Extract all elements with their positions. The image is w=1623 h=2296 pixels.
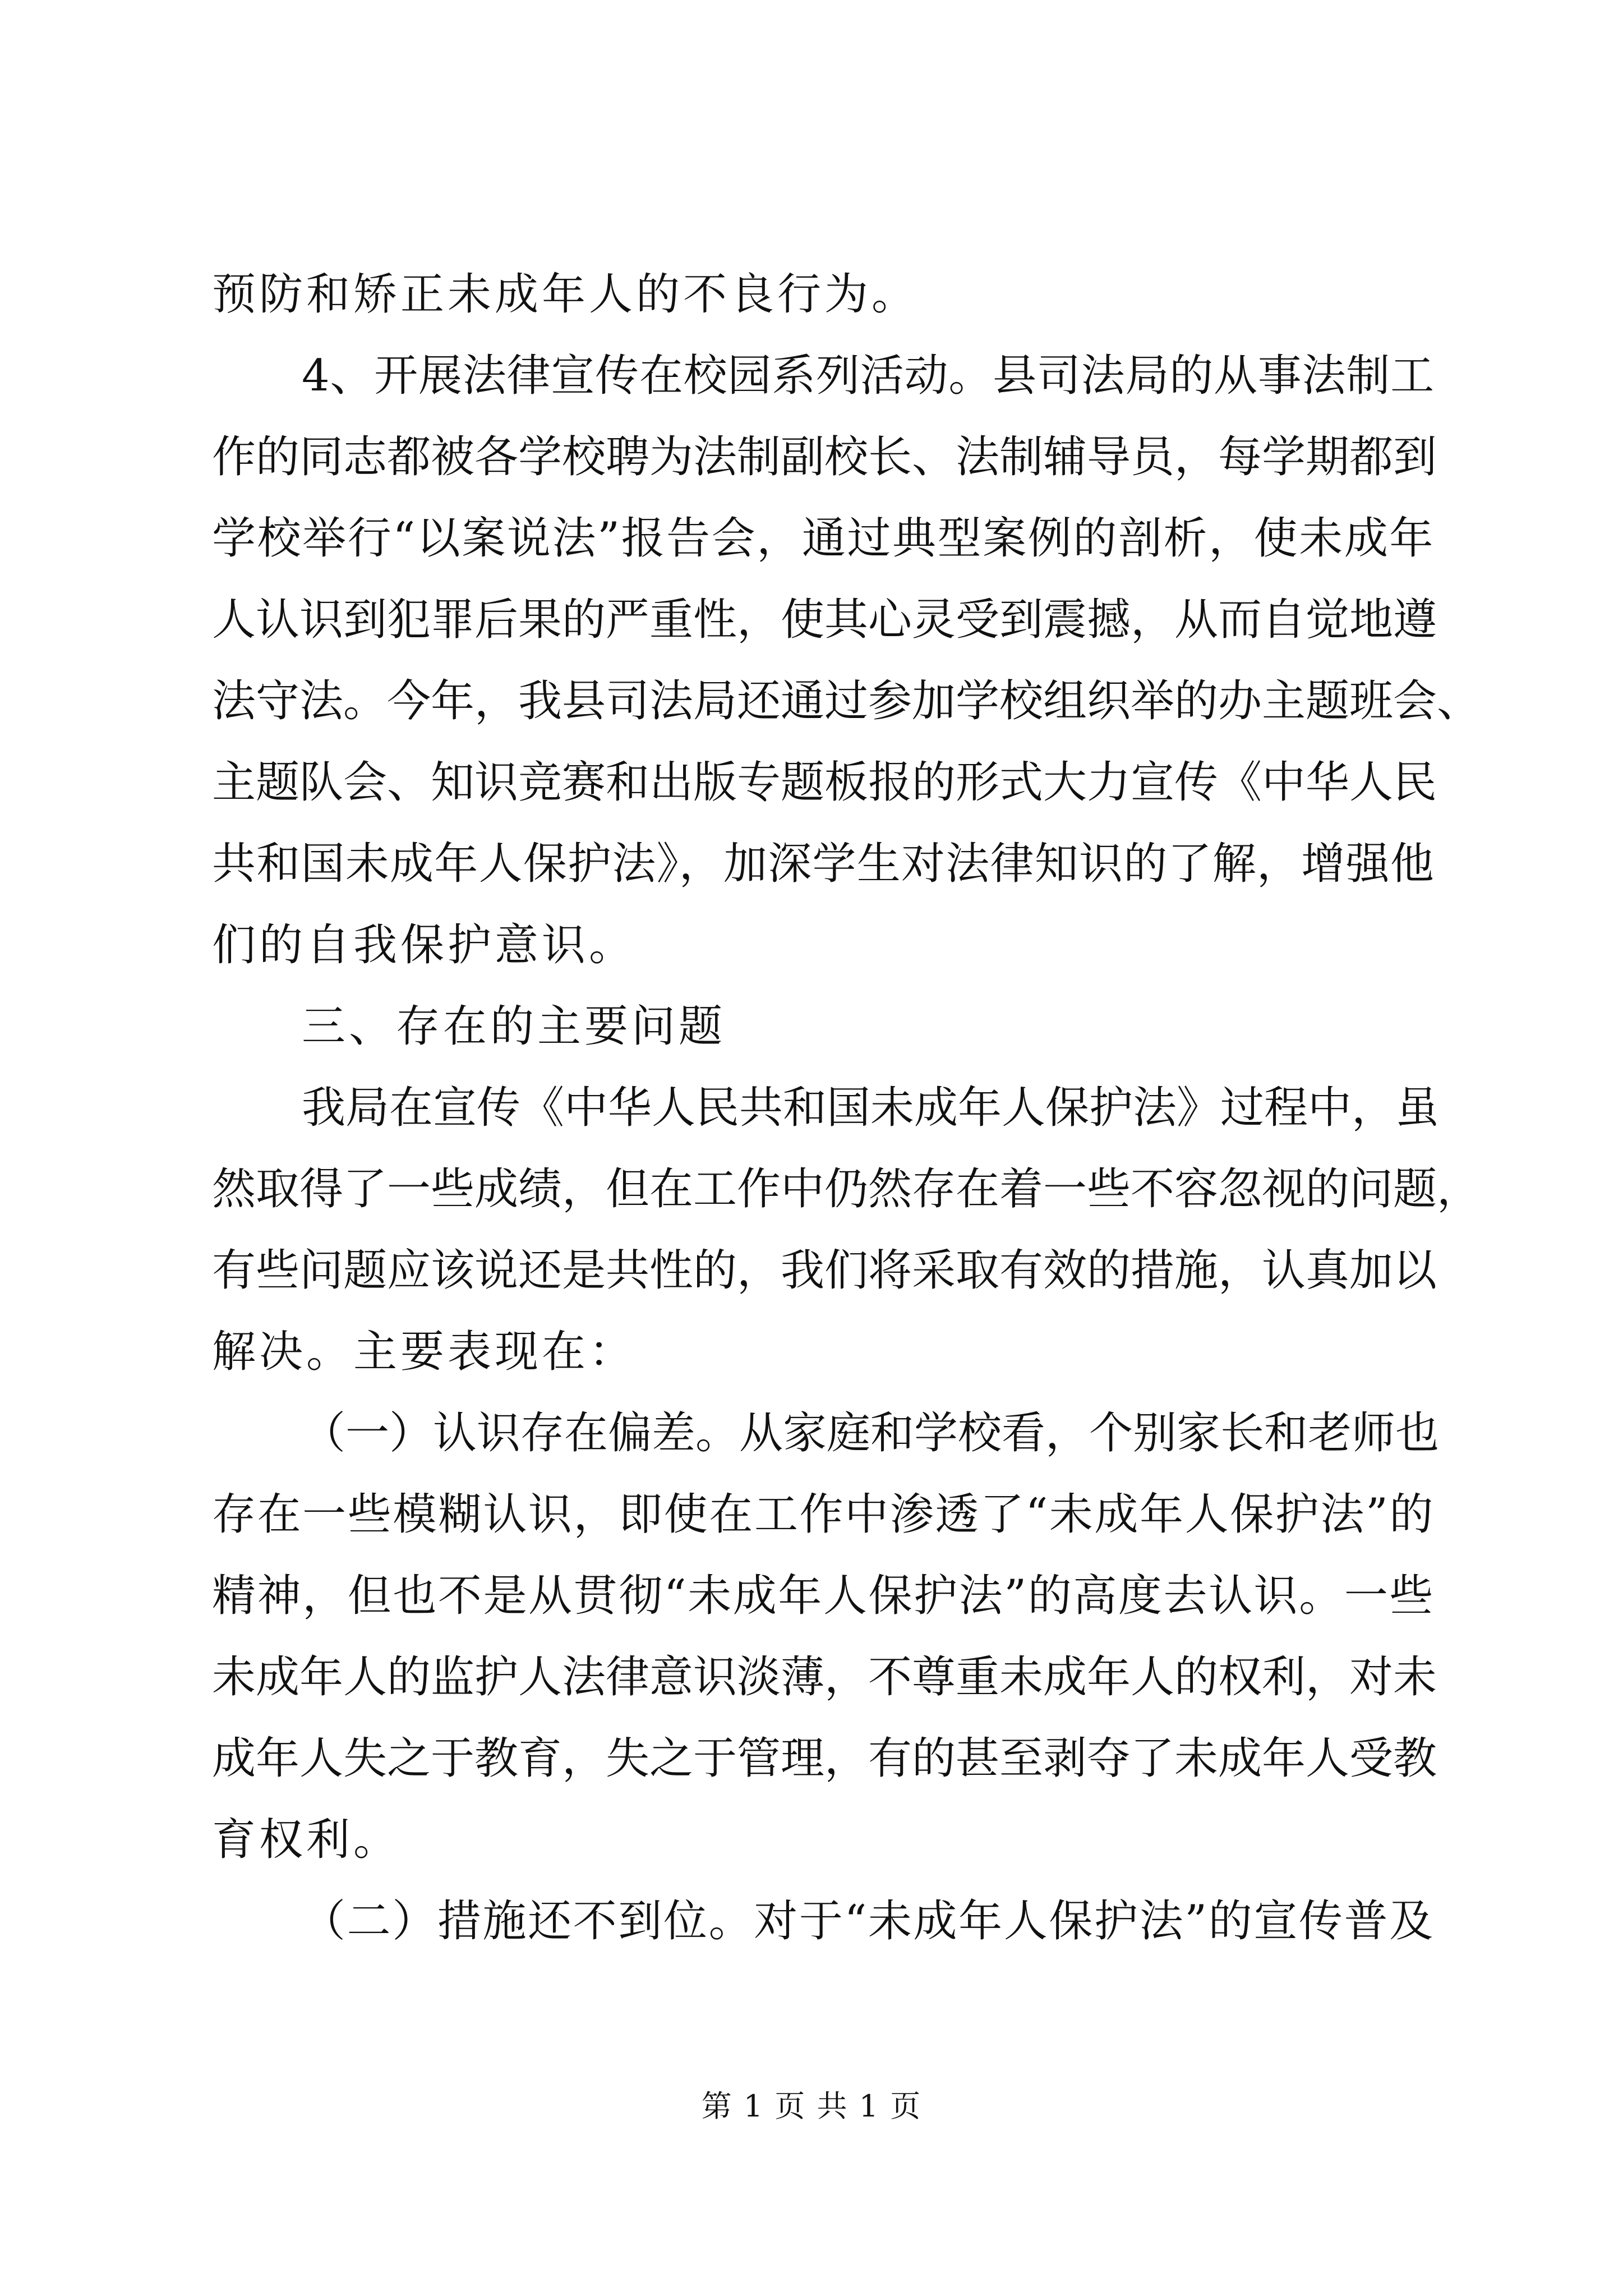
text-line: 人认识到犯罪后果的严重性，使其心灵受到震撼，从而自觉地遵	[212, 595, 1437, 645]
text-line: 法守法。今年，我县司法局还通过参加学校组织举的办主题班会、	[212, 676, 1481, 726]
text-line: 存在一些模糊认识，即使在工作中渗透了“未成年人保护法”的	[212, 1489, 1435, 1540]
text-line: 解决。主要表现在：	[212, 1327, 637, 1377]
text-line: （二）措施还不到位。对于“未成年人保护法”的宣传普及	[302, 1896, 1435, 1947]
text-line: 我局在宣传《中华人民共和国未成年人保护法》过程中，虽	[302, 1083, 1440, 1133]
text-line: 成年人失之于教育，失之于管理，有的甚至剥夺了未成年人受教	[212, 1733, 1437, 1784]
text-line: 共和国未成年人保护法》，加深学生对法律知识的了解，增强他	[212, 839, 1435, 889]
text-line: 有些问题应该说还是共性的，我们将采取有效的措施，认真加以	[212, 1245, 1437, 1296]
page-number-label: 第 1 页 共 1 页	[701, 2088, 922, 2124]
text-line: 然取得了一些成绩，但在工作中仍然存在着一些不容忽视的问题，	[212, 1164, 1481, 1214]
text-line: 作的同志都被各学校聘为法制副校长、法制辅导员，每学期都到	[212, 432, 1437, 482]
section-heading: 三、存在的主要问题	[302, 1001, 726, 1052]
text-line: 4、开展法律宣传在校园系列活动。县司法局的从事法制工	[302, 351, 1435, 401]
text-line: 主题队会、知识竞赛和出版专题板报的形式大力宣传《中华人民	[212, 757, 1437, 808]
text-line: 未成年人的监护人法律意识淡薄，不尊重未成年人的权利，对未	[212, 1652, 1437, 1703]
page-footer	[0, 2087, 1623, 2126]
text-line: （一）认识存在偏差。从家庭和学校看，个别家长和老师也	[302, 1408, 1440, 1458]
text-line: 们的自我保护意识。	[212, 920, 637, 970]
text-line: 育权利。	[212, 1815, 401, 1865]
text-line: 预防和矫正未成年人的不良行为。	[212, 269, 919, 320]
text-line: 精神，但也不是从贯彻“未成年人保护法”的高度去认识。一些	[212, 1571, 1435, 1621]
text-line: 学校举行“以案说法”报告会，通过典型案例的剖析，使未成年	[212, 513, 1435, 564]
